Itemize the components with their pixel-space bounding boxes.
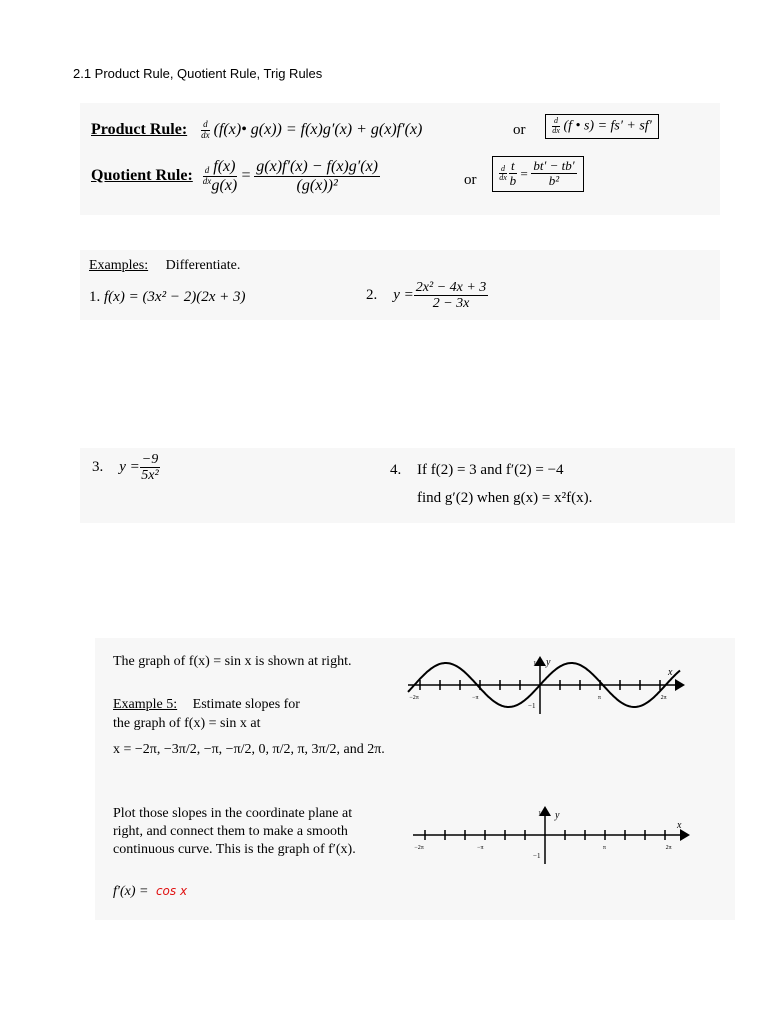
quotient-rule-label: Quotient Rule: [91,167,193,185]
example-3: 3. y = $\frac{-9}{\text{5x²}}$ [92,452,159,484]
derivative-axes [405,800,695,870]
examples-panel-2 [80,448,735,523]
sine-tick-label: π [597,695,601,701]
quotient-or: or [464,172,477,188]
page-heading: 2.1 Product Rule, Quotient Rule, Trig Rules [73,66,323,81]
sine-x-axis-label: x [668,667,673,678]
example-5-line2: the graph of f(x) = sin x at [113,716,261,731]
product-rule-label: Product Rule: [91,121,188,139]
examples-header [89,258,240,274]
example-5-header: Example 5: Estimate slopes for [113,697,300,712]
sine-y-axis-label: y [546,657,551,668]
deriv-tick-label: 2π [665,845,672,851]
answer-label: f′(x) = [113,884,149,899]
deriv-tick-one: 1 [538,810,542,818]
product-rule-short: (f • s) = fs′ + sf′ [563,118,652,134]
product-rule-row [91,120,422,141]
plot-line3: continuous curve. This is the graph of f′(x). [113,842,356,857]
deriv-x-arrow [680,829,690,841]
examples-instruction: Differentiate. [165,258,241,273]
quotient-rule-row: Quotient Rule: $\frac{d}{dx}$ $\frac{f(x)}{g(x)}$ = $\frac{g(x)f'(x) - f(x)g'(x)}{\text{(g(x))²}}$ [91,158,378,194]
example-3-fraction: $\frac{-9}{\text{5x²}}$ [141,452,159,484]
example-2: 2. y = $\frac{\text{2x² − 4x + 3}}{2 - 3x}$ [366,280,487,312]
handwritten-answer: cos x [155,884,188,898]
deriv-x-axis-label: x [677,820,682,831]
plot-line2: right, and connect them to make a smooth [113,824,348,839]
sine-x-arrow [675,679,685,691]
example-4: 4. If f(2) = 3 and f′(2) = −4 [390,462,564,478]
product-or: or [513,122,526,138]
quotient-result: $\frac{g(x)f'(x) - f(x)g'(x)}{\text{(g(x))²}}$ [256,158,378,194]
plot-line1: Plot those slopes in the coordinate plane at [113,806,353,821]
example-5-line3: x = −2π, −3π/2, −π, −π/2, 0, π/2, π, 3π/2, and 2π. [113,742,385,757]
deriv-tick-label: π [602,845,606,851]
examples-label: Examples: [89,258,149,273]
product-rule-short-box: $\frac{d}{dx}$ (f • s) = fs′ + sf′ [545,114,659,139]
sine-tick-neg-one: −1 [528,702,536,710]
quotient-rule-short-box: $\frac{d}{dx}$ $\frac{t}{b}$ = $\frac{bt' - tb'}{\text{b²}}$ [492,156,584,192]
d-dx-operator: $\frac{d}{dx}$ [201,119,210,140]
deriv-tick-label: −2π [414,845,424,851]
graph-intro: The graph of f(x) = sin x is shown at right. [113,654,352,669]
sine-tick-label: −π [472,695,479,701]
example-2-fraction: $\frac{\text{2x² − 4x + 3}}{2 - 3x}$ [415,280,487,312]
example-1-expr: f(x) = (3x² − 2)(2x + 3) [104,289,246,305]
quotient-fraction: $\frac{f(x)}{g(x)}$ [211,158,238,194]
example-4-line1: If f(2) = 3 and f′(2) = −4 [417,462,564,478]
sine-tick-label: 2π [660,695,667,701]
example-1: 1. f(x) = (3x² − 2)(2x + 3) [89,289,246,305]
example-4-line2: find g′(2) when g(x) = x²f(x). [417,490,593,506]
example-5-label: Example 5: [113,697,178,712]
sine-graph [400,650,690,720]
deriv-tick-label: −π [477,845,484,851]
answer-row [113,884,187,900]
deriv-y-axis-label: y [555,810,560,821]
deriv-tick-neg-one: −1 [533,852,541,860]
product-rule-formula: (f(x)• g(x)) = f(x)g′(x) + g(x)f′(x) [213,121,423,139]
sine-tick-one: 1 [533,660,537,668]
sine-tick-label: −2π [409,695,419,701]
